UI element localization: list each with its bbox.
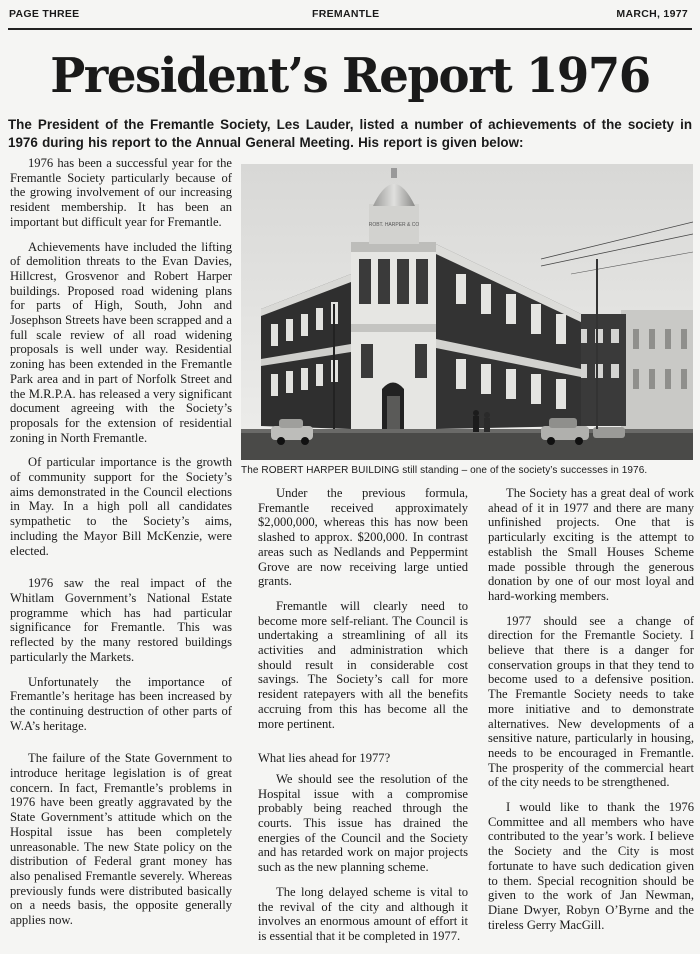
paragraph: The failure of the State Government to introduce heritage legislation is of great concern. In fact, Fremantle’s problems in 1976 have been greatly aggravated by the State Government’s attitude which on the Hospital issue has been completely unreasonable. The new State policy on the distribution of Federal grant money has also penalised Fremantle severely. Whereas previously funds were distributed basically on a needs basis, the opposite generally applies now. (10, 751, 232, 928)
paragraph: Under the previous formula, Fremantle received approximately $2,000,000, whereas this has now been slashed to approx. $200,000. In contrast areas such as Nedlands and Peppermint Grove are now receiving large untied grants. (258, 486, 468, 589)
paragraph: Of particular importance is the growth of community support for the Society’s aims demonstrated in the Council elections in May. In a high poll all candidates sympathetic to the Society’s aims, including the Mayor Bill McKenzie, were elected. (10, 455, 232, 558)
building-sign: ROBT. HARPER & CO (368, 222, 420, 228)
paragraph: The long delayed scheme is vital to the revival of the city and although it involves an enormous amount of effort it is essential that it be completed in 1977. (258, 884, 468, 943)
issue-date: MARCH, 1977 (616, 8, 688, 20)
column-2 (258, 486, 468, 954)
paragraph: The Society has a great deal of work ahead of it in 1977 and there are many unfinished projects. One that is particularly exciting is the attempt to establish the Small Houses Scheme made possible through the generous donation by one of our most loyal and hard-working members. (488, 486, 694, 603)
page-header (0, 0, 700, 30)
paragraph: Achievements have included the lifting of demolition threats to the Evan Davies, Hillcrest, Grosvenor and Robert Harper buildings. Proposed road widening plans for parts of High, South, John and Josephson Streets have been scrapped and a full scale review of all road widening proposals is well under way. Residential zoning has been extended in the Fremantle Park area and in part of Norfolk Street and the M.R.P.A. has released a very significant document agreeing with the Society’s proposals for the extension of residential zoning in North Fremantle. (10, 239, 232, 445)
robert-harper-building-photo (241, 164, 693, 460)
column-3 (488, 486, 694, 942)
paragraph: Unfortunately the importance of Fremantle’s heritage has been increased by the continuing destruction of other parts of W.A’s heritage. (10, 674, 232, 733)
publication-name: FREMANTLE (312, 8, 380, 20)
paragraph: 1976 has been a successful year for the Fremantle Society particularly because of the growing involvement of our increasing resident membership. It has been an important but difficult year for Fremantle. (10, 156, 232, 229)
column-1 (10, 156, 232, 938)
header-rule (8, 28, 692, 30)
paragraph: 1977 should see a change of direction for the Fremantle Society. I believe that there is a danger for conservation groups in that they tend to become used to a defensive position. The Fremantle Society needs to take more initiative and to demonstrate alternatives. New developments of a sensitive nature, particularly in housing, needs to be encouraged in Fremantle. The prosperity of the commercial heart of the city needs to be strengthened. (488, 613, 694, 790)
page-number-label: PAGE THREE (9, 8, 80, 20)
paragraph: Fremantle will clearly need to become more self-reliant. The Council is undertaking a streamlining of all its activities and administration which should result in considerable cost savings. The Society’s call for more resident ratepayers with all the benefits accruing from this has become all the more pertinent. (258, 598, 468, 731)
paragraph: We should see the resolution of the Hospital issue with a compromise probably being reached through the courts. This issue has drained the energies of the Council and the Society and has retarded work on major projects such as the new planning scheme. (258, 771, 468, 875)
section-heading: What lies ahead for 1977? (258, 751, 391, 766)
paragraph: 1976 saw the real impact of the Whitlam Government’s National Estate programme which has had particular significance for Fremantle. This was reflected by the many restored buildings particularly the Markets. (10, 576, 232, 664)
article-intro: The President of the Fremantle Society, Les Lauder, listed a number of achievements of the society in 1976 during his report to the Annual General Meeting. His report is given below: (8, 117, 692, 150)
photo-caption: The ROBERT HARPER BUILDING still standing – one of the society’s successes in 1976. (241, 465, 648, 476)
paragraph: I would like to thank the 1976 Committee and all members who have contributed to the year’s work. I believe the Society and the City is most fortunate to have such dedication given to them. Special recognition should be given to the work of Jan Newman, Diane Dwyer, Robyn O’Byrne and the tireless Gerry MacGill. (488, 800, 694, 932)
article-title: President’s Report 1976 (50, 48, 650, 104)
